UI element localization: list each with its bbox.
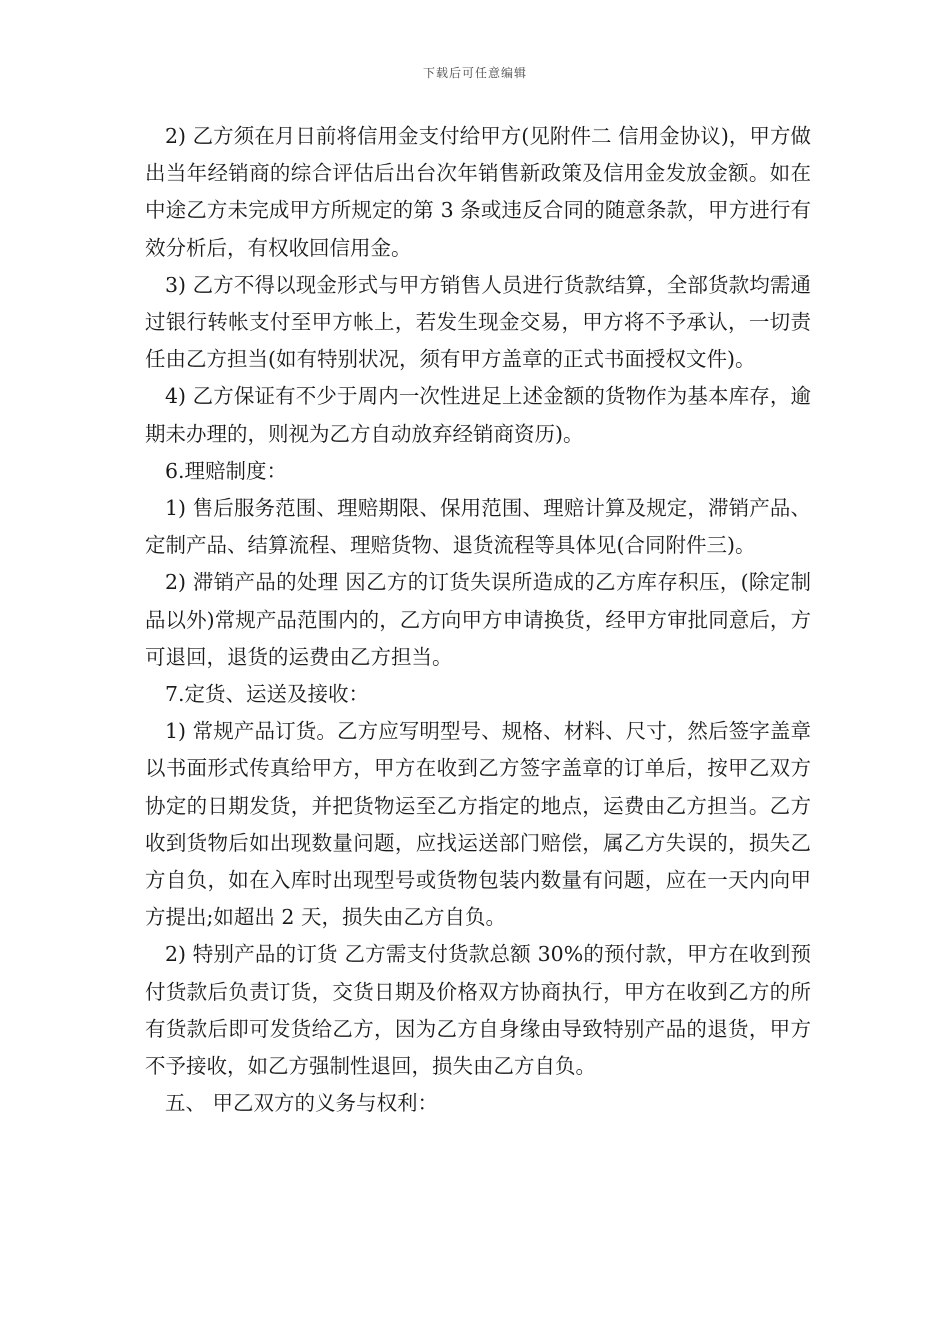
section-heading-claims: 6.理赔制度： (165, 458, 288, 483)
paragraph-regular-orders: 1) 常规产品订货。乙方应写明型号、规格、材料、尺寸，然后签字盖章以书面形式传真给甲方，甲方在收到乙方签字盖章的订单后，按甲乙双方协定的日期发货，并把货物运至乙方指定的地点，运费由乙方担当。乙方收到货物后如出现数量问题，应找运送部门赔偿，属乙方失误的，损失乙方自负，如在入库时出现型号或货物包装内数量有问题，应在一天内向甲方提出;如超出 2 天，损失由乙方自负。 (145, 719, 811, 930)
paragraph-unsold-products: 2) 滞销产品的处理 因乙方的订货失误所造成的乙方库存积压，(除定制品以外)常规产品范围内的，乙方向甲方申请换货，经甲方审批同意后，方可退回，退货的运费由乙方担当。 (145, 570, 811, 669)
section-heading-ordering: 7.定货、运送及接收： (165, 682, 370, 707)
paragraph-cash-settlement: 3) 乙方不得以现金形式与甲方销售人员进行货款结算，全部货款均需通过银行转帐支付至甲方帐上，若发生现金交易，甲方将不予承认，一切责任由乙方担当(如有特别状况，须有甲方盖章的正式书面授权文件)。 (145, 272, 811, 372)
paragraph-credit-payment: 2) 乙方须在月日前将信用金支付给甲方(见附件二 信用金协议)，甲方做出当年经销商的综合评估后出台次年销售新政策及信用金发放金额。如在中途乙方未完成甲方所规定的第 3 条或违反合同的随意条款，甲方进行有效分析后，有权收回信用金。 (145, 124, 811, 260)
paragraph-inventory-guarantee: 4) 乙方保证有不少于周内一次性进足上述金额的货物作为基本库存，逾期未办理的，则视为乙方自动放弃经销商资历)。 (145, 384, 811, 446)
section-heading-obligations: 五、 甲乙双方的义务与权利： (165, 1091, 439, 1116)
document-body (145, 118, 811, 1122)
paragraph-after-sales-scope: 1) 售后服务范围、理赔期限、保用范围、理赔计算及规定，滞销产品、定制产品、结算流程、理赔货物、退货流程等具体见(合同附件三)。 (145, 496, 811, 558)
paragraph-special-orders: 2) 特别产品的订货 乙方需支付货款总额 30%的预付款，甲方在收到预付货款后负责订货，交货日期及价格双方协商执行，甲方在收到乙方的所有货款后即可发货给乙方，因为乙方自身缘由导致特别产品的退货，甲方不予接收，如乙方强制性退回，损失由乙方自负。 (145, 942, 811, 1079)
page-header: 下载后可任意编辑 (422, 66, 527, 80)
